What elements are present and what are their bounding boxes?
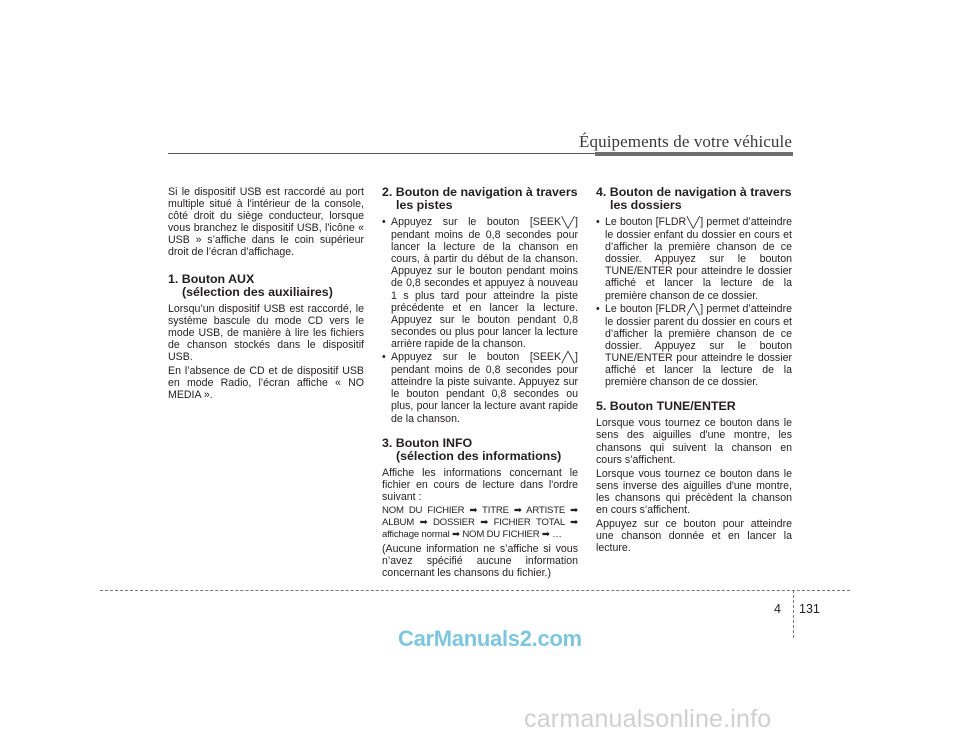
column-1 [168, 186, 364, 403]
chevron-down-icon: ╲╱ [686, 217, 700, 229]
chevron-up-icon: ╱╲ [686, 303, 700, 316]
section-4-heading-line2: les dossiers [610, 198, 682, 212]
section-3-paragraph-2: (Aucune information ne s’affiche si vous n’avez spécifié aucune information concernant les chansons du fichier.) [382, 543, 578, 580]
list-item [382, 351, 578, 425]
section-5-heading: 5. Bouton TUNE/ENTER [596, 399, 736, 414]
seek-up-text: Appuyez sur le bouton [SEEK [391, 351, 562, 364]
footer-divider [100, 590, 850, 591]
section-3-heading [382, 437, 578, 463]
section-1-heading-line1: 1. Bouton AUX [168, 271, 255, 286]
watermark-logo-bottom: carmanualsonline.info [524, 705, 772, 733]
seek-down-text: Appuyez sur le bouton [SEEK [391, 216, 562, 228]
section-5-paragraph-1: Lorsque vous tournez ce bouton dans le sens des aiguilles d'une montre, les chansons qui suivent la chanson en cours s’affichent. [596, 417, 792, 466]
section-5-paragraph-3: Appuyez sur ce bouton pour atteindre une chanson donnée et en lancer la lecture. [596, 518, 792, 555]
section-1-heading-line2: (sélection des auxiliaires) [182, 284, 333, 299]
section-2-heading [382, 186, 578, 212]
section-4-heading-line1: 4. Bouton de navigation à travers [596, 185, 792, 199]
list-item [596, 216, 792, 302]
header-rule-accent [595, 152, 793, 156]
section-1-paragraph-2: En l’absence de CD et de dispositif USB en mode Radio, l’écran affiche « NO MEDIA ». [168, 365, 364, 402]
section-1-paragraph-1: Lorsqu’un dispositif USB est raccordé, le système bascule du mode CD vers le mode USB, de manière à lire les fichiers de chanson stockés dans le dispositif USB. [168, 302, 364, 363]
section-4-list [596, 216, 792, 388]
section-2-heading-line2: les pistes [396, 198, 453, 212]
list-item [596, 303, 792, 389]
section-2-heading-line1: 2. Bouton de navigation à travers [382, 185, 578, 199]
section-3-heading-line2: (sélection des informations) [396, 448, 562, 463]
column-3 [596, 186, 792, 556]
chevron-up-icon: ╱╲ [561, 352, 575, 365]
fldr-down-text: Le bouton [FLDR [605, 216, 687, 228]
seek-down-text-rest: ] pendant moins de 0,8 secondes pour lancer la lecture de la chanson en cours, à partir du début de la chanson. Appuyez sur le bouton pendant moins de 0,8 secondes et appuyez à nouveau 1 s plus tard pour atteindre la piste précédente et en lancer la lecture. Appuyez sur le bouton pendant 0,8 secondes ou plus pour lancer la lecture arrière rapide de la chanson. [391, 216, 578, 350]
chapter-number: 4 [774, 602, 781, 616]
fldr-up-text-rest: ] permet d’atteindre le dossier parent du dossier en cours et d’afficher la première chanson de ce dossier. Appuyez sur le bouton TUNE/ENTER pour atteindre le dossier affiché et lancer la lecture de la première chanson de ce dossier. [605, 302, 792, 389]
column-2 [382, 186, 578, 581]
page-section-title: Équipements de votre véhicule [579, 132, 792, 151]
section-2-list [382, 216, 578, 425]
fldr-down-text-rest: ] permet d’atteindre le dossier enfant du dossier en cours et d’afficher la première chanson de ce dossier. Appuyez sur le bouton TUNE/ENTER pour atteindre le dossier affiché et lancer la lecture de la première chanson de ce dossier. [605, 216, 792, 302]
header-rule [168, 153, 595, 154]
page-number: 131 [799, 602, 820, 616]
section-5-paragraph-2: Lorsque vous tournez ce bouton dans le sens inverse des aiguilles d'une montre, les chansons qui précèdent la chanson en cours s’affichent. [596, 467, 792, 516]
usb-intro-paragraph: Si le dispositif USB est raccordé au port multiple situé à l'intérieur de la console, côté droit du siège conducteur, lorsque vous branchez le dispositif USB, l'icône « USB » s’affiche dans le coin supérieur droit de l’écran d'affichage. [168, 186, 364, 259]
section-1-heading [168, 273, 364, 299]
seek-up-text-rest: ] pendant moins de 0,8 secondes pour atteindre la piste suivante. Appuyez sur le bouton pendant 0,8 secondes ou plus, pour lancer la lecture avant rapide de la chanson. [391, 351, 578, 425]
list-item [382, 216, 578, 350]
chevron-down-icon: ╲╱ [561, 217, 575, 229]
section-3-paragraph-1: Affiche les informations concernant le fichier en cours de lecture dans l'ordre suivant : [382, 466, 578, 503]
info-display-sequence: NOM DU FICHIER ➡ TITRE ➡ ARTISTE ➡ ALBUM ➡ DOSSIER ➡ FICHIER TOTAL ➡ affichage normal ➡ NOM DU FICHIER ➡ … [382, 504, 578, 541]
section-3-heading-line1: 3. Bouton INFO [382, 435, 473, 450]
watermark-logo-top: CarManuals2.com [398, 626, 582, 651]
section-4-heading [596, 186, 792, 212]
footer-page-divider [793, 590, 794, 638]
fldr-up-text: Le bouton [FLDR [605, 302, 687, 315]
